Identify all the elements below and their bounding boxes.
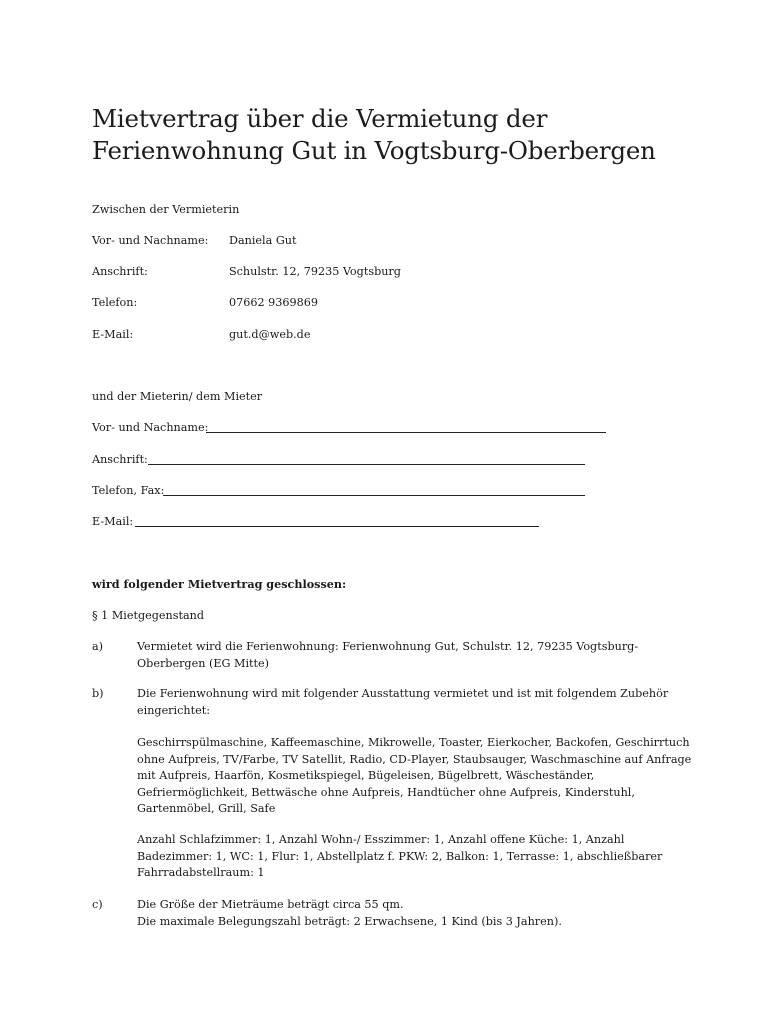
equipment-line-4: Gefriermöglichkeit, Bettwäsche ohne Aufpreis, Handtücher ohne Aufpreis, Kinderstuhl, — [137, 785, 635, 799]
tenant-address-field[interactable] — [148, 464, 585, 465]
item-b-line-2: eingerichtet: — [137, 703, 210, 717]
landlord-phone-label: Telefon: — [92, 296, 138, 309]
landlord-address-label: Anschrift: — [92, 265, 148, 278]
item-a-line-1: Vermietet wird die Ferienwohnung: Ferienwohnung Gut, Schulstr. 12, 79235 Vogtsburg- — [137, 640, 639, 653]
item-b-text — [137, 686, 677, 719]
page-title — [92, 103, 712, 167]
item-c-text — [137, 897, 677, 930]
landlord-phone-value: 07662 9369869 — [229, 296, 318, 309]
tenant-address-label: Anschrift: — [92, 453, 148, 466]
tenant-name-field[interactable] — [206, 432, 606, 433]
tenant-phone-field[interactable] — [163, 495, 585, 496]
rooms-list — [137, 832, 677, 882]
section-1-heading: § 1 Mietgegenstand — [92, 609, 205, 622]
item-a-letter: a) — [92, 640, 104, 653]
tenant-phone-label: Telefon, Fax: — [92, 484, 165, 497]
rooms-line-2: Badezimmer: 1, WC: 1, Flur: 1, Abstellplatz f. PKW: 2, Balkon: 1, Terrasse: 1, abschließbarer — [137, 849, 663, 863]
item-c-line-2: Die maximale Belegungszahl beträgt: 2 Erwachsene, 1 Kind (bis 3 Jahren). — [137, 914, 562, 928]
tenant-name-label: Vor- und Nachname: — [92, 421, 209, 434]
equipment-line-5: Gartenmöbel, Grill, Safe — [137, 802, 276, 815]
tenant-intro: und der Mieterin/ dem Mieter — [92, 390, 263, 403]
item-c-letter: c) — [92, 898, 103, 911]
rooms-line-1: Anzahl Schlafzimmer: 1, Anzahl Wohn-/ Esszimmer: 1, Anzahl offene Küche: 1, Anzahl — [137, 833, 625, 846]
equipment-line-3: mit Aufpreis, Haarfön, Kosmetikspiegel, Bügeleisen, Bügelbrett, Wäscheständer, — [137, 769, 595, 782]
landlord-name-value: Daniela Gut — [229, 234, 297, 247]
equipment-list — [137, 735, 692, 818]
rooms-line-3: Fahrradabstellraum: 1 — [137, 866, 265, 879]
tenant-email-label: E-Mail: — [92, 515, 134, 528]
landlord-intro: Zwischen der Vermieterin — [92, 203, 240, 216]
landlord-address-value: Schulstr. 12, 79235 Vogtsburg — [229, 265, 401, 278]
equipment-line-2: ohne Aufpreis, TV/Farbe, TV Satellit, Radio, CD-Player, Staubsauger, Waschmaschine auf Anfrage — [137, 752, 692, 766]
landlord-name-label: Vor- und Nachname: — [92, 234, 209, 247]
landlord-email-label: E-Mail: — [92, 328, 134, 341]
item-b-line-1: Die Ferienwohnung wird mit folgender Ausstattung vermietet und ist mit folgendem Zubehör — [137, 687, 669, 700]
title-line-2: Ferienwohnung Gut in Vogtsburg-Oberbergen — [92, 136, 656, 165]
item-c-line-1: Die Größe der Mieträume beträgt circa 55 qm. — [137, 898, 404, 911]
title-line-1: Mietvertrag über die Vermietung der — [92, 104, 548, 133]
item-a-line-2: Oberbergen (EG Mitte) — [137, 656, 270, 670]
item-a-text — [137, 639, 677, 672]
equipment-line-1: Geschirrspülmaschine, Kaffeemaschine, Mikrowelle, Toaster, Eierkocher, Backofen, Geschirrtuch — [137, 736, 690, 749]
landlord-email-value: gut.d@web.de — [229, 328, 311, 341]
tenant-email-field[interactable] — [135, 526, 539, 527]
item-b-letter: b) — [92, 687, 104, 700]
contract-heading: wird folgender Mietvertrag geschlossen: — [92, 577, 347, 591]
